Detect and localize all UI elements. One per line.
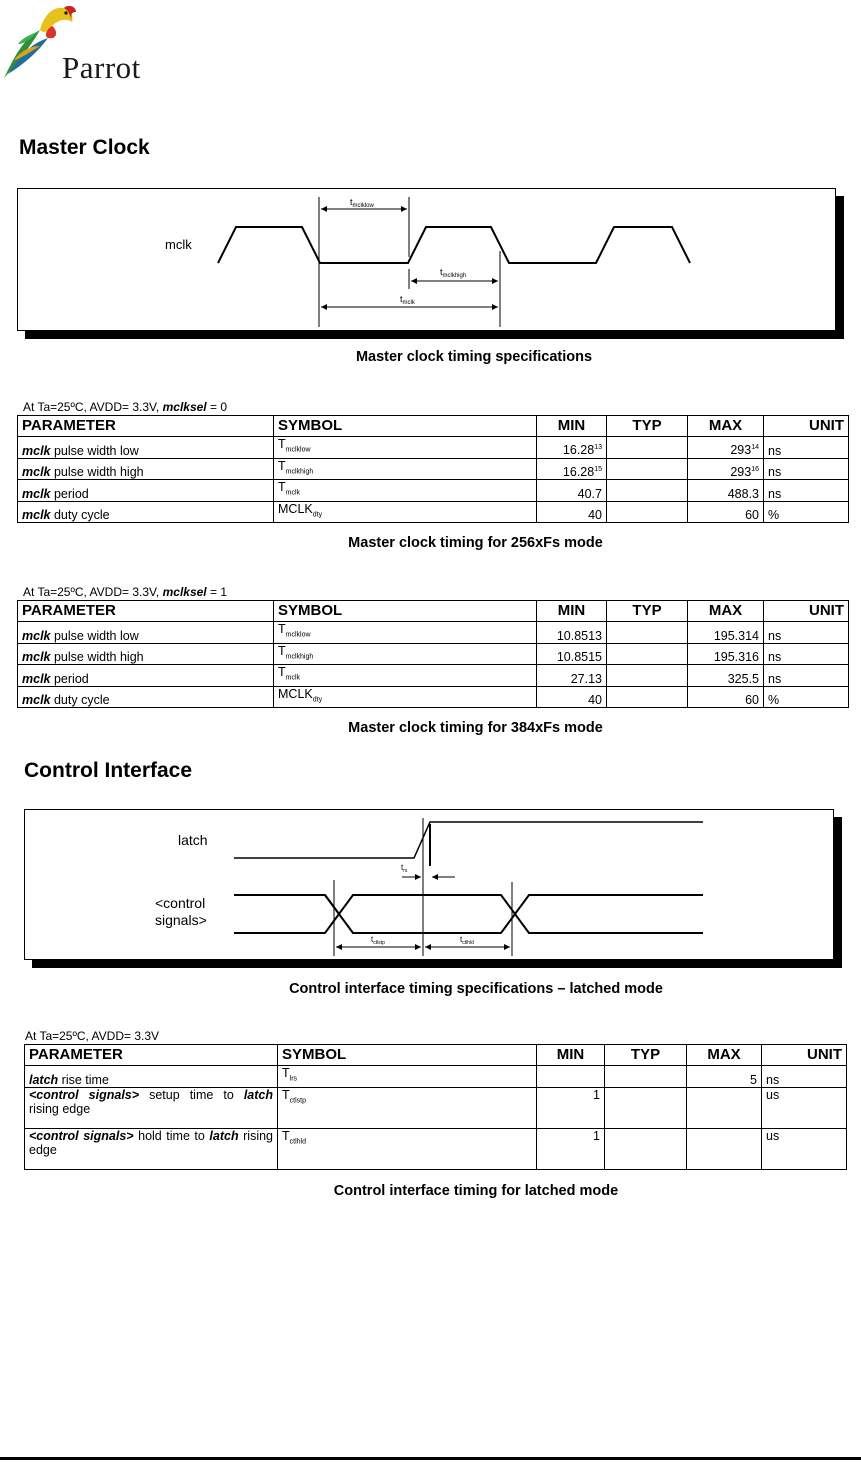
control-signals-label-1: <control — [155, 895, 206, 911]
control-interface-heading: Control Interface — [24, 759, 193, 782]
table-row: mclk pulse width low $T_{mclklow}$ 16.28$^{13}$ $293^{14}$ ns — [18, 437, 849, 459]
table-256xfs — [17, 415, 849, 523]
mclk-waveform — [218, 227, 690, 263]
control-signals-upper — [234, 895, 339, 933]
master-clock-heading: Master Clock — [19, 136, 150, 159]
brand-name: Parrot — [62, 50, 141, 85]
latch-waveform — [234, 822, 703, 858]
table-256-caption: Master clock timing for 256xFs mode — [348, 535, 603, 551]
control-table-caption: Control interface timing for latched mode — [333, 1183, 619, 1199]
latch-signal-label: latch — [178, 832, 208, 848]
table-row: mclk pulse width high $T_{mclkhigh}$ 16.28$^{15}$ $293^{16}$ ns — [18, 458, 849, 480]
table-header-row: PARAMETER SYMBOL MIN TYP MAX UNIT — [18, 416, 849, 437]
table-384-conditions: At Ta=25ºC, AVDD= 3.3V, mclksel = 1 — [23, 585, 227, 599]
master-clock-diagram-caption: Master clock timing specifications — [355, 349, 593, 365]
table-header-row: PARAMETER SYMBOL MIN TYP MAX UNIT — [25, 1045, 847, 1066]
master-clock-diagram — [17, 188, 836, 331]
svg-text:tmclk: $t_{mclk}$ — [400, 294, 415, 306]
svg-text:tmclkhigh: $t_{mclkhigh}$ — [440, 267, 467, 279]
table-row: mclk pulse width low $T_{mclklow}$ 10.8513 195.314 ns — [18, 622, 849, 644]
control-diagram-caption: Control interface timing specifications – latched mode — [289, 981, 663, 997]
footer-divider — [0, 1457, 861, 1460]
table-384xfs — [17, 600, 849, 708]
table-row: latch rise time $T_{lrs}$ 5 ns — [25, 1066, 847, 1088]
control-timing-table — [24, 1044, 847, 1170]
control-table-conditions: At Ta=25ºC, AVDD= 3.3V — [25, 1029, 160, 1043]
table-row: <control signals> hold time to latch rising edge $T_{ctlhld}$ 1 us — [25, 1128, 847, 1169]
table-row: mclk duty cycle $MCLK_{dty}$ 40 60 % — [18, 501, 849, 523]
control-interface-diagram — [24, 809, 834, 960]
table-row: mclk period $T_{mclk}$ 40.7 488.3 ns — [18, 480, 849, 502]
control-signals-label-2: signals> — [155, 912, 207, 928]
svg-text:tctlhld: $t_{ctlhld}$ — [460, 935, 474, 946]
table-row: mclk pulse width high $T_{mclkhigh}$ 10.8515 195.316 ns — [18, 643, 849, 665]
svg-text:tctlstp: $t_{ctlstp}$ — [371, 935, 385, 946]
svg-text:tmclklow: $t_{mclklow}$ — [350, 197, 374, 209]
svg-text:trs: $t_{rs}$ — [401, 863, 408, 874]
table-384-caption: Master clock timing for 384xFs mode — [348, 720, 603, 736]
mclk-signal-label: mclk — [165, 237, 192, 252]
table-256-conditions: At Ta=25ºC, AVDD= 3.3V, mclksel = 0 — [23, 400, 227, 414]
table-row: mclk period $T_{mclk}$ 27.13 325.5 ns — [18, 665, 849, 687]
table-row: mclk duty cycle $MCLK_{dty}$ 40 60 % — [18, 686, 849, 708]
table-header-row: PARAMETER SYMBOL MIN TYP MAX UNIT — [18, 601, 849, 622]
table-row: <control signals> setup time to latch rising edge $T_{ctlstp}$ 1 us — [25, 1087, 847, 1128]
